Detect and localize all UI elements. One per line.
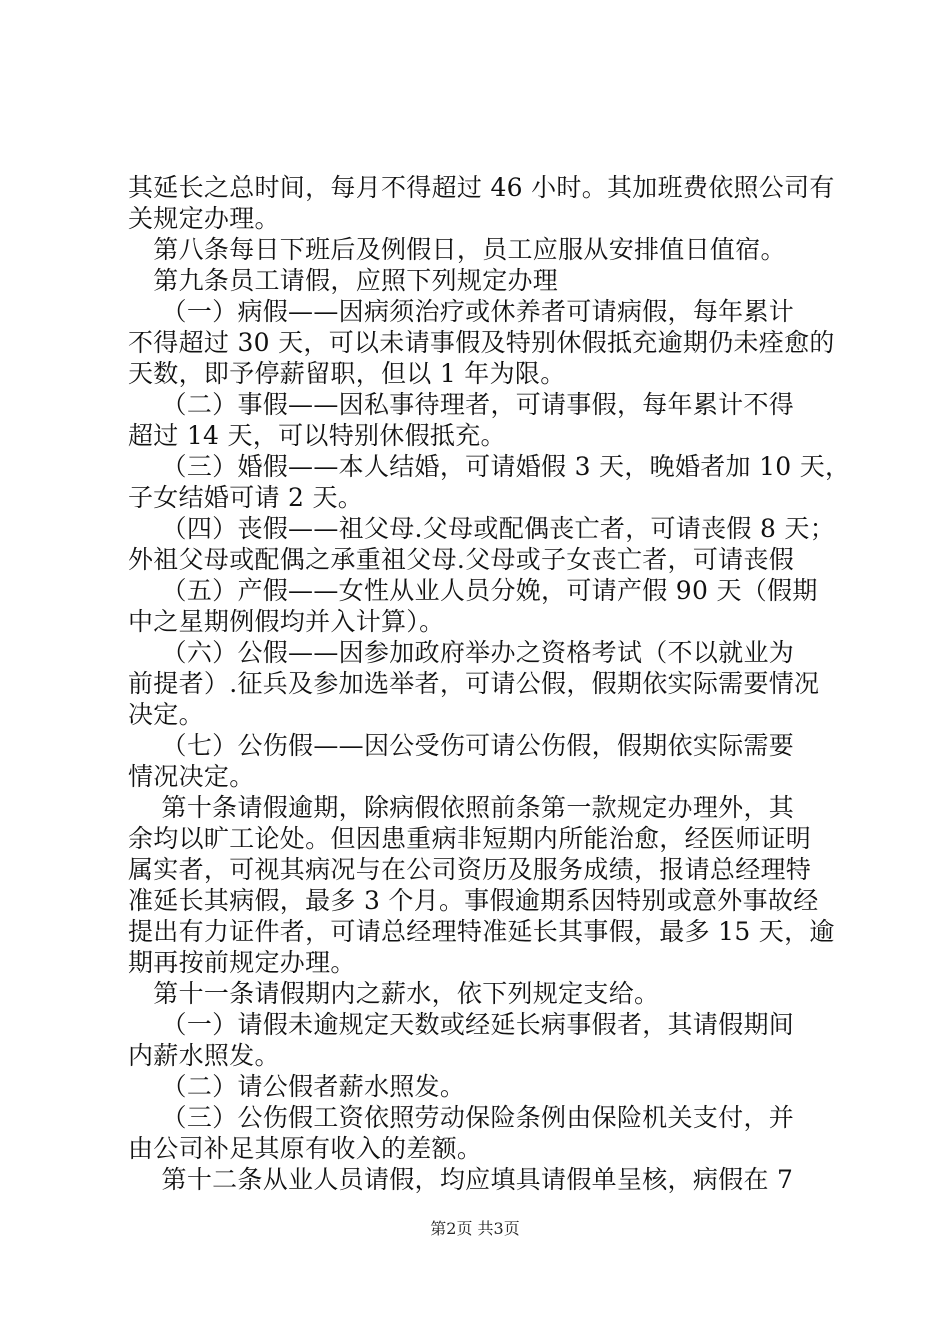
text-line: 由公司补足其原有收入的差额。 xyxy=(128,1134,483,1163)
text-line: 内薪水照发。 xyxy=(128,1041,280,1070)
text-line: 其延长之总时间，每月不得超过 46 小时。其加班费依照公司有 xyxy=(128,173,835,202)
text-line: （七）公伤假——因公受伤可请公伤假，假期依实际需要 xyxy=(128,731,795,760)
text-line: 第十一条请假期内之薪水，依下列规定支给。 xyxy=(128,979,660,1008)
text-line: 中之星期例假均并入计算）。 xyxy=(128,607,445,636)
text-line: 决定。 xyxy=(128,700,204,729)
text-line: （二）请公假者薪水照发。 xyxy=(128,1072,466,1101)
text-line: 天数，即予停薪留职，但以 1 年为限。 xyxy=(128,359,566,388)
text-line: 子女结婚可请 2 天。 xyxy=(128,483,364,512)
page-footer: 第2页 共3页 xyxy=(430,1219,520,1238)
text-line: 第十二条从业人员请假，均应填具请假单呈核，病假在 7 xyxy=(128,1165,794,1194)
text-line: 不得超过 30 天，可以未请事假及特别休假抵充逾期仍未痊愈的 xyxy=(128,328,835,357)
text-line: 提出有力证件者，可请总经理特准延长其事假，最多 15 天，逾 xyxy=(128,917,835,946)
text-line: 情况决定。 xyxy=(128,762,255,791)
text-line: 属实者，可视其病况与在公司资历及服务成绩，报请总经理特 xyxy=(128,855,812,884)
text-line: （三）公伤假工资依照劳动保险条例由保险机关支付，并 xyxy=(128,1103,795,1132)
document-body xyxy=(128,172,851,1195)
text-line: （五）产假——女性从业人员分娩，可请产假 90 天（假期 xyxy=(128,576,818,605)
text-line: 第八条每日下班后及例假日，员工应服从安排值日值宿。 xyxy=(128,235,786,264)
text-line: 期再按前规定办理。 xyxy=(128,948,356,977)
text-line: 关规定办理。 xyxy=(128,204,280,233)
text-line: （二）事假——因私事待理者，可请事假，每年累计不得 xyxy=(128,390,795,419)
text-line: （四）丧假——祖父母.父母或配偶丧亡者，可请丧假 8 天； xyxy=(128,514,835,543)
text-line: 超过 14 天，可以特别休假抵充。 xyxy=(128,421,506,450)
text-line: 前提者）.征兵及参加选举者，可请公假，假期依实际需要情况 xyxy=(128,669,820,698)
text-line: （六）公假——因参加政府举办之资格考试（不以就业为 xyxy=(128,638,795,667)
text-line: （一）请假未逾规定天数或经延长病事假者，其请假期间 xyxy=(128,1010,795,1039)
text-line: 第十条请假逾期，除病假依照前条第一款规定办理外，其 xyxy=(128,793,795,822)
text-line: （三）婚假——本人结婚，可请婚假 3 天，晚婚者加 10 天， xyxy=(128,452,851,481)
text-line: 余均以旷工论处。但因患重病非短期内所能治愈，经医师证明 xyxy=(128,824,812,853)
text-line: 准延长其病假，最多 3 个月。事假逾期系因特别或意外事故经 xyxy=(128,886,819,915)
text-line: 外祖父母或配偶之承重祖父母.父母或子女丧亡者，可请丧假 xyxy=(128,545,795,574)
text-line: 第九条员工请假，应照下列规定办理 xyxy=(128,266,559,295)
text-line: （一）病假——因病须治疗或休养者可请病假，每年累计 xyxy=(128,297,795,326)
